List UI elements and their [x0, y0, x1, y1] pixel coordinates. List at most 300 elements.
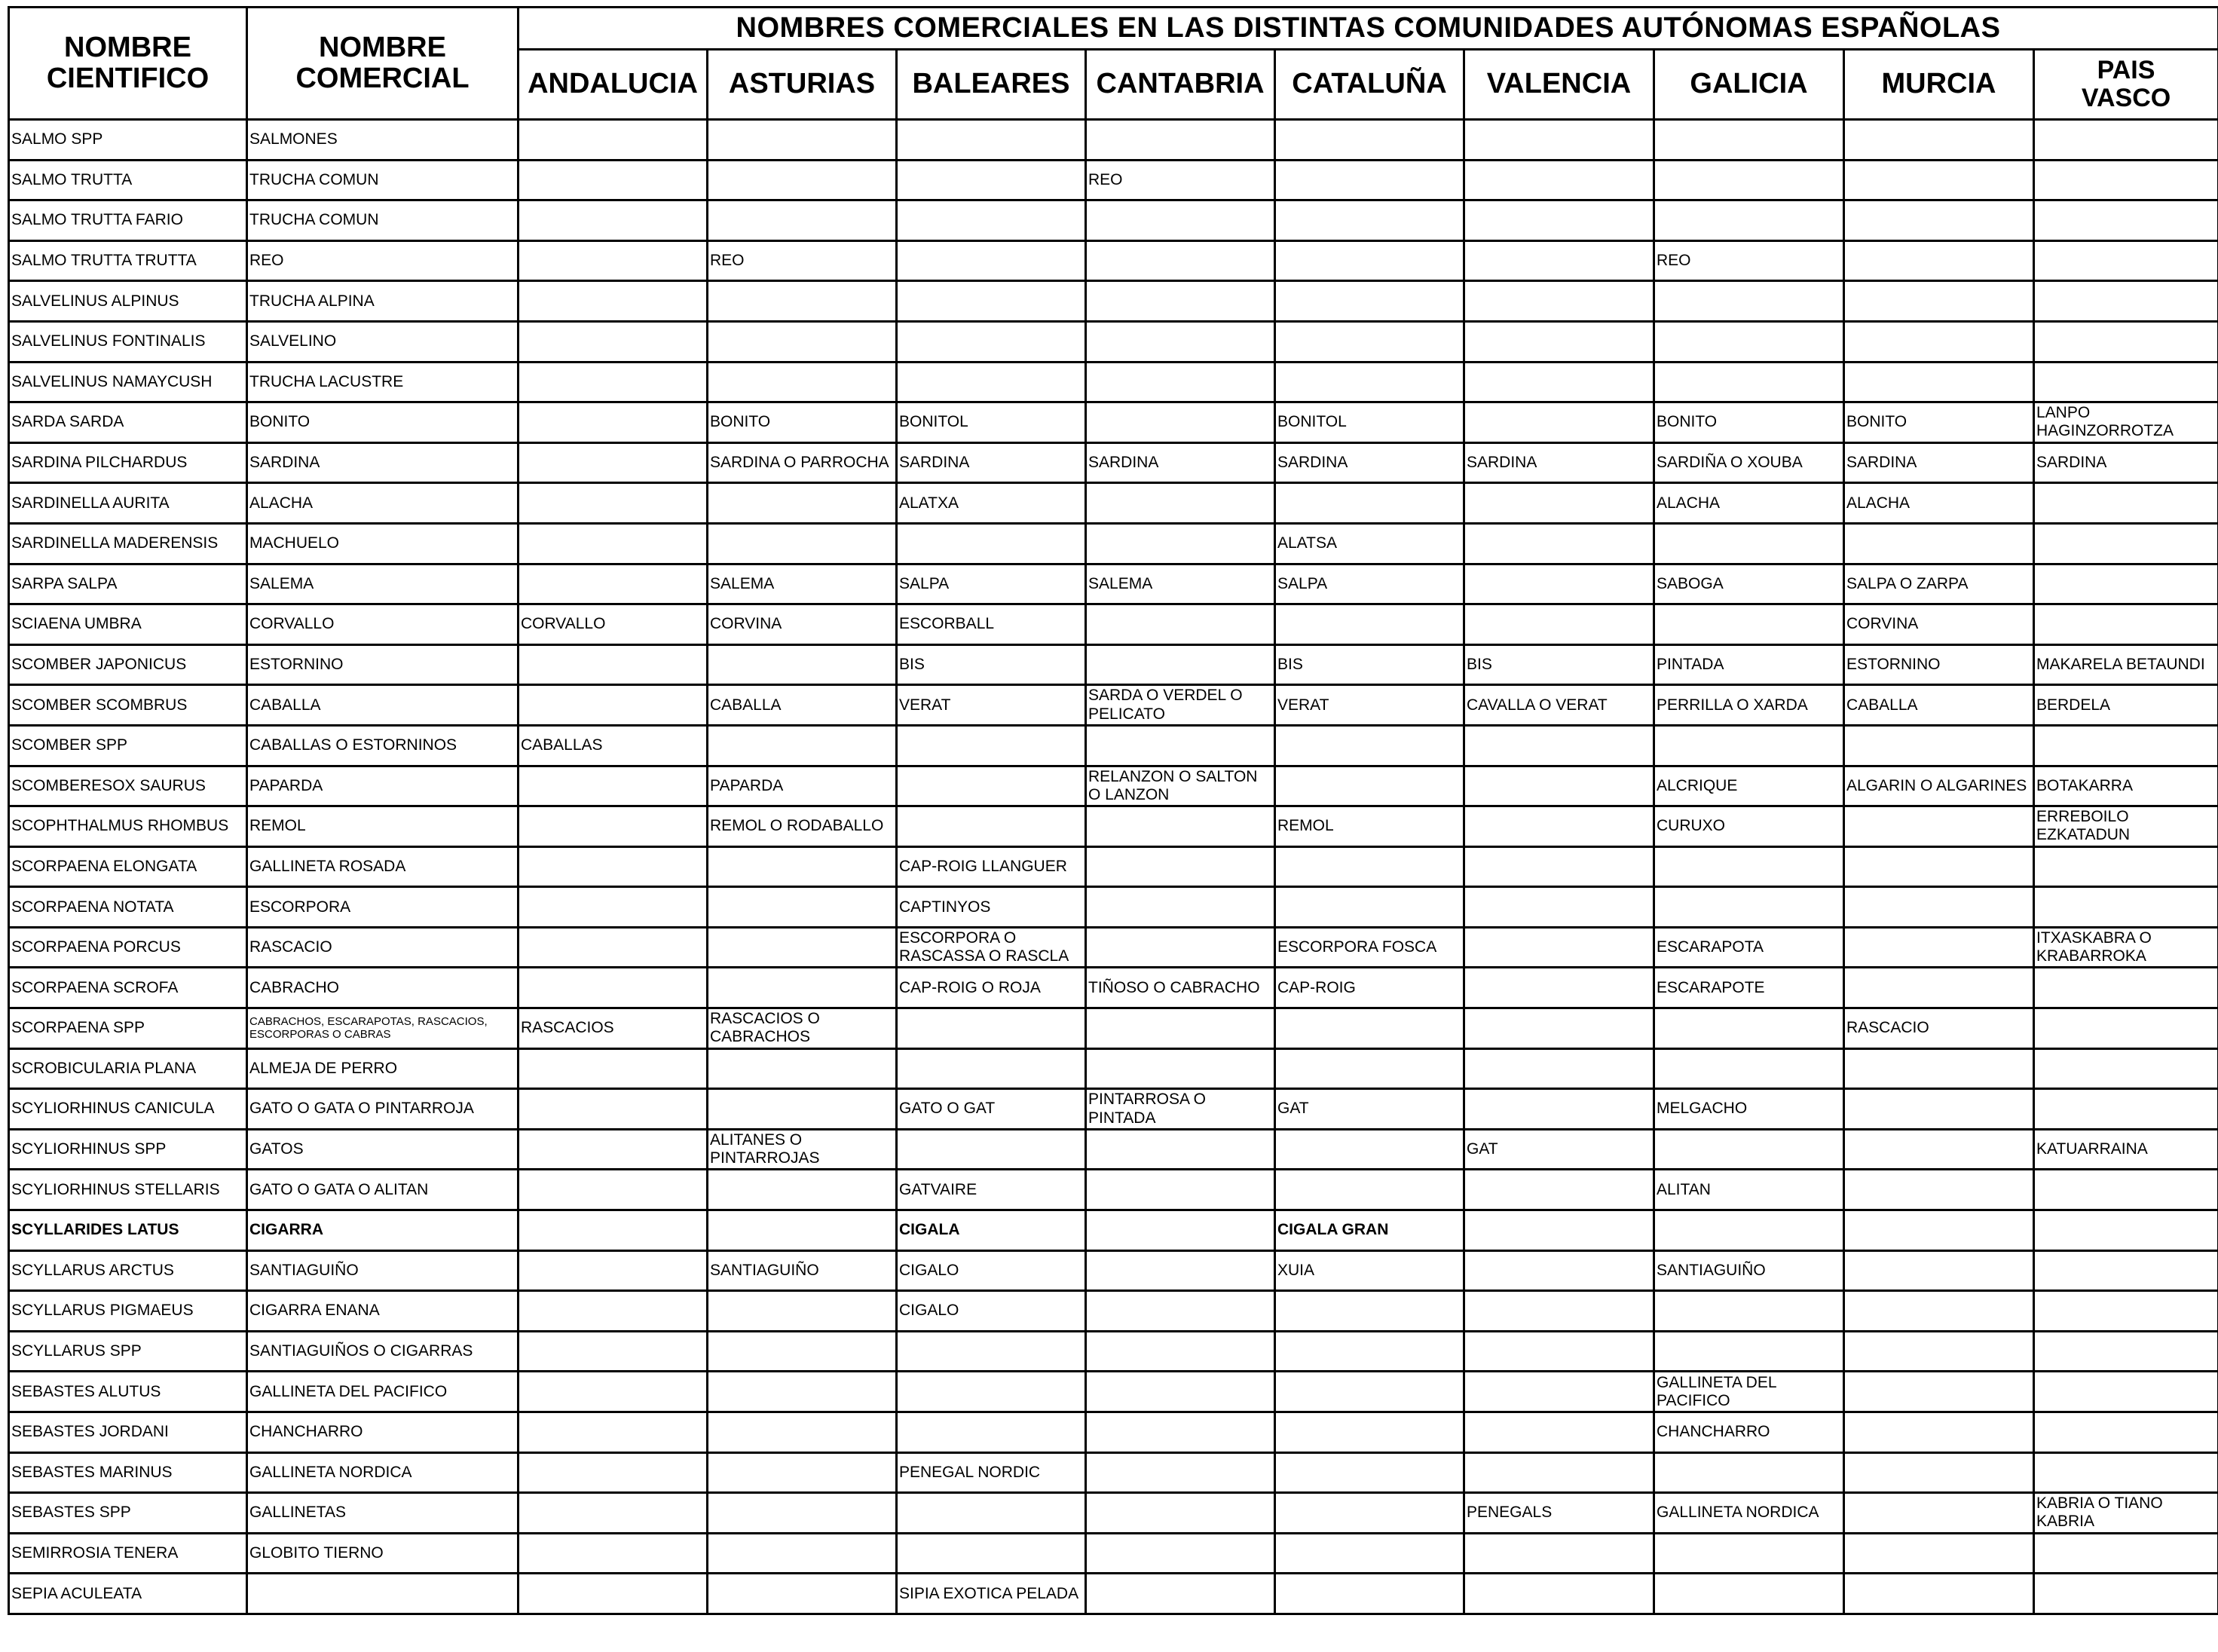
cell-commercial-name: TRUCHA LACUSTRE — [247, 362, 519, 402]
cell-valencia — [1464, 1291, 1654, 1332]
table-row — [9, 1574, 2218, 1614]
cell-asturias — [708, 200, 897, 241]
table-row — [9, 1533, 2218, 1574]
cell-scientific-name: SCORPAENA ELONGATA — [9, 846, 247, 887]
table-row — [9, 1331, 2218, 1372]
cell-baleares: ESCORPORA O RASCASSA O RASCLA — [897, 927, 1086, 968]
cell-pais-vasco — [2034, 1452, 2218, 1493]
cell-andalucia — [519, 887, 708, 928]
cell-galicia — [1654, 1210, 1844, 1251]
cell-asturias: CABALLA — [708, 685, 897, 726]
cell-cataluna — [1275, 846, 1464, 887]
table-row — [9, 1372, 2218, 1412]
cell-cataluna — [1275, 1331, 1464, 1372]
cell-murcia — [1844, 1372, 2034, 1412]
cell-cantabria — [1086, 1412, 1275, 1453]
cell-pais-vasco — [2034, 1170, 2218, 1210]
cell-andalucia — [519, 1412, 708, 1453]
cell-cantabria: SARDA O VERDEL O PELICATO — [1086, 685, 1275, 726]
cell-valencia — [1464, 1250, 1654, 1291]
cell-pais-vasco — [2034, 120, 2218, 161]
cell-galicia: ALCRIQUE — [1654, 766, 1844, 806]
cell-asturias — [708, 1170, 897, 1210]
table-row — [9, 523, 2218, 564]
cell-commercial-name: SALEMA — [247, 564, 519, 604]
cell-pais-vasco — [2034, 1412, 2218, 1453]
cell-cataluna: SARDINA — [1275, 442, 1464, 483]
cell-valencia — [1464, 1452, 1654, 1493]
cell-valencia — [1464, 200, 1654, 241]
cell-galicia — [1654, 1008, 1844, 1049]
cell-murcia — [1844, 1574, 2034, 1614]
cell-scientific-name: SCOMBER SCOMBRUS — [9, 685, 247, 726]
cell-baleares: ALATXA — [897, 483, 1086, 524]
cell-murcia — [1844, 1331, 2034, 1372]
cell-cantabria — [1086, 725, 1275, 766]
cell-galicia: GALLINETA NORDICA — [1654, 1493, 1844, 1534]
cell-scientific-name: SARDINA PILCHARDUS — [9, 442, 247, 483]
header-region-murcia: MURCIA — [1844, 50, 2034, 120]
header-region-pais-vasco: PAIS VASCO — [2034, 50, 2218, 120]
cell-murcia — [1844, 1089, 2034, 1130]
cell-murcia — [1844, 1170, 2034, 1210]
cell-cantabria — [1086, 1574, 1275, 1614]
cell-scientific-name: SCYLLARUS PIGMAEUS — [9, 1291, 247, 1332]
cell-baleares: SIPIA EXOTICA PELADA — [897, 1574, 1086, 1614]
cell-asturias — [708, 523, 897, 564]
cell-commercial-name: GATO O GATA O PINTARROJA — [247, 1089, 519, 1130]
cell-andalucia — [519, 846, 708, 887]
table-body — [9, 120, 2218, 1614]
cell-cantabria — [1086, 1210, 1275, 1251]
cell-asturias: SANTIAGUIÑO — [708, 1250, 897, 1291]
cell-commercial-name: RASCACIO — [247, 927, 519, 968]
cell-asturias — [708, 1533, 897, 1574]
table-row — [9, 644, 2218, 685]
cell-scientific-name: SCIAENA UMBRA — [9, 604, 247, 645]
cell-murcia — [1844, 200, 2034, 241]
cell-pais-vasco — [2034, 1250, 2218, 1291]
cell-cataluna — [1275, 1452, 1464, 1493]
header-region-cantabria: CANTABRIA — [1086, 50, 1275, 120]
cell-commercial-name: CIGARRA ENANA — [247, 1291, 519, 1332]
cell-andalucia — [519, 240, 708, 281]
cell-baleares: BIS — [897, 644, 1086, 685]
cell-asturias — [708, 321, 897, 362]
cell-pais-vasco — [2034, 240, 2218, 281]
cell-scientific-name: SCOMBER SPP — [9, 725, 247, 766]
cell-andalucia: RASCACIOS — [519, 1008, 708, 1049]
cell-scientific-name: SCROBICULARIA PLANA — [9, 1048, 247, 1089]
cell-commercial-name: CABALLA — [247, 685, 519, 726]
cell-galicia — [1654, 523, 1844, 564]
table-row — [9, 604, 2218, 645]
cell-galicia: ESCARAPOTE — [1654, 968, 1844, 1008]
cell-cantabria — [1086, 1372, 1275, 1412]
cell-asturias — [708, 1574, 897, 1614]
cell-asturias — [708, 1452, 897, 1493]
cell-andalucia — [519, 200, 708, 241]
cell-cataluna — [1275, 1048, 1464, 1089]
cell-cataluna — [1275, 887, 1464, 928]
cell-andalucia — [519, 362, 708, 402]
cell-scientific-name: SEBASTES MARINUS — [9, 1452, 247, 1493]
cell-baleares — [897, 1048, 1086, 1089]
cell-murcia — [1844, 887, 2034, 928]
cell-cantabria — [1086, 1452, 1275, 1493]
table-row — [9, 483, 2218, 524]
cell-commercial-name: GATOS — [247, 1129, 519, 1170]
cell-scientific-name: SEBASTES ALUTUS — [9, 1372, 247, 1412]
cell-galicia: CHANCHARRO — [1654, 1412, 1844, 1453]
cell-valencia — [1464, 240, 1654, 281]
cell-scientific-name: SCYLIORHINUS CANICULA — [9, 1089, 247, 1130]
cell-cataluna: GAT — [1275, 1089, 1464, 1130]
cell-commercial-name: BONITO — [247, 402, 519, 443]
header-region-andalucia: ANDALUCIA — [519, 50, 708, 120]
cell-andalucia — [519, 402, 708, 443]
cell-asturias — [708, 968, 897, 1008]
cell-commercial-name: GALLINETAS — [247, 1493, 519, 1534]
cell-cataluna — [1275, 604, 1464, 645]
cell-baleares: GATVAIRE — [897, 1170, 1086, 1210]
cell-pais-vasco: BERDELA — [2034, 685, 2218, 726]
cell-asturias — [708, 281, 897, 322]
cell-commercial-name: SALMONES — [247, 120, 519, 161]
cell-scientific-name: SALMO TRUTTA FARIO — [9, 200, 247, 241]
table-row — [9, 564, 2218, 604]
table-row — [9, 685, 2218, 726]
cell-cantabria — [1086, 362, 1275, 402]
cell-scientific-name: SCYLLARIDES LATUS — [9, 1210, 247, 1251]
cell-cantabria — [1086, 846, 1275, 887]
cell-andalucia — [519, 1170, 708, 1210]
cell-cataluna — [1275, 200, 1464, 241]
cell-asturias — [708, 483, 897, 524]
cell-valencia — [1464, 1170, 1654, 1210]
table-row — [9, 766, 2218, 806]
cell-galicia: SARDIÑA O XOUBA — [1654, 442, 1844, 483]
table-row — [9, 1493, 2218, 1534]
cell-commercial-name: SANTIAGUIÑO — [247, 1250, 519, 1291]
table-row — [9, 1412, 2218, 1453]
cell-baleares: VERAT — [897, 685, 1086, 726]
cell-commercial-name: PAPARDA — [247, 766, 519, 806]
cell-cantabria — [1086, 887, 1275, 928]
cell-commercial-name: TRUCHA ALPINA — [247, 281, 519, 322]
cell-commercial-name: GALLINETA DEL PACIFICO — [247, 1372, 519, 1412]
cell-commercial-name: SARDINA — [247, 442, 519, 483]
cell-cantabria — [1086, 1008, 1275, 1049]
cell-valencia — [1464, 120, 1654, 161]
table-row — [9, 362, 2218, 402]
table-row — [9, 240, 2218, 281]
cell-cataluna — [1275, 766, 1464, 806]
cell-cantabria — [1086, 1129, 1275, 1170]
cell-cantabria — [1086, 1493, 1275, 1534]
cell-commercial-name: REMOL — [247, 806, 519, 847]
cell-cantabria: REO — [1086, 160, 1275, 200]
cell-galicia — [1654, 1048, 1844, 1089]
cell-baleares: BONITOL — [897, 402, 1086, 443]
table-row — [9, 1250, 2218, 1291]
cell-pais-vasco — [2034, 1089, 2218, 1130]
cell-commercial-name: CORVALLO — [247, 604, 519, 645]
cell-murcia — [1844, 1291, 2034, 1332]
cell-pais-vasco — [2034, 887, 2218, 928]
cell-pais-vasco — [2034, 725, 2218, 766]
cell-asturias — [708, 1089, 897, 1130]
cell-scientific-name: SALVELINUS NAMAYCUSH — [9, 362, 247, 402]
cell-pais-vasco — [2034, 1291, 2218, 1332]
table-row — [9, 725, 2218, 766]
cell-cataluna — [1275, 1170, 1464, 1210]
cell-pais-vasco — [2034, 1008, 2218, 1049]
cell-asturias — [708, 927, 897, 968]
cell-baleares — [897, 1129, 1086, 1170]
cell-scientific-name: SCORPAENA NOTATA — [9, 887, 247, 928]
cell-scientific-name: SCOMBER JAPONICUS — [9, 644, 247, 685]
cell-valencia — [1464, 1210, 1654, 1251]
cell-asturias — [708, 120, 897, 161]
cell-murcia: SARDINA — [1844, 442, 2034, 483]
cell-cantabria — [1086, 1048, 1275, 1089]
cell-cataluna — [1275, 1533, 1464, 1574]
cell-valencia — [1464, 1008, 1654, 1049]
cell-valencia — [1464, 1533, 1654, 1574]
cell-cataluna — [1275, 725, 1464, 766]
cell-baleares: CIGALO — [897, 1291, 1086, 1332]
cell-galicia: PINTADA — [1654, 644, 1844, 685]
cell-baleares: CAP-ROIG LLANGUER — [897, 846, 1086, 887]
cell-pais-vasco: LANPO HAGINZORROTZA — [2034, 402, 2218, 443]
cell-galicia: PERRILLA O XARDA — [1654, 685, 1844, 726]
cell-commercial-name: ESTORNINO — [247, 644, 519, 685]
cell-galicia: GALLINETA DEL PACIFICO — [1654, 1372, 1844, 1412]
cell-commercial-name: CIGARRA — [247, 1210, 519, 1251]
cell-andalucia — [519, 1493, 708, 1534]
cell-galicia — [1654, 200, 1844, 241]
cell-andalucia — [519, 1048, 708, 1089]
cell-murcia — [1844, 1412, 2034, 1453]
cell-andalucia: CORVALLO — [519, 604, 708, 645]
cell-cantabria: SALEMA — [1086, 564, 1275, 604]
cell-pais-vasco: KATUARRAINA — [2034, 1129, 2218, 1170]
cell-valencia — [1464, 1048, 1654, 1089]
cell-cantabria — [1086, 200, 1275, 241]
cell-murcia — [1844, 1210, 2034, 1251]
table-header — [9, 8, 2218, 120]
cell-scientific-name: SCORPAENA PORCUS — [9, 927, 247, 968]
cell-commercial-name: REO — [247, 240, 519, 281]
cell-valencia — [1464, 1412, 1654, 1453]
cell-galicia: SABOGA — [1654, 564, 1844, 604]
table-row — [9, 1452, 2218, 1493]
cell-cantabria — [1086, 120, 1275, 161]
header-regions-group-title: NOMBRES COMERCIALES EN LAS DISTINTAS COMUNIDADES AUTÓNOMAS ESPAÑOLAS — [519, 8, 2218, 50]
cell-pais-vasco — [2034, 604, 2218, 645]
cell-pais-vasco — [2034, 1210, 2218, 1251]
table-row — [9, 281, 2218, 322]
cell-cataluna — [1275, 483, 1464, 524]
cell-baleares — [897, 523, 1086, 564]
cell-pais-vasco — [2034, 1574, 2218, 1614]
cell-galicia — [1654, 1533, 1844, 1574]
table-row — [9, 1170, 2218, 1210]
cell-andalucia — [519, 1372, 708, 1412]
cell-andalucia — [519, 1574, 708, 1614]
cell-commercial-name: ALMEJA DE PERRO — [247, 1048, 519, 1089]
cell-cataluna — [1275, 362, 1464, 402]
cell-cataluna: ESCORPORA FOSCA — [1275, 927, 1464, 968]
cell-valencia: GAT — [1464, 1129, 1654, 1170]
cell-baleares — [897, 1533, 1086, 1574]
cell-scientific-name: SARDA SARDA — [9, 402, 247, 443]
cell-baleares — [897, 362, 1086, 402]
cell-pais-vasco — [2034, 1533, 2218, 1574]
cell-pais-vasco — [2034, 1372, 2218, 1412]
cell-cataluna: BONITOL — [1275, 402, 1464, 443]
cell-asturias — [708, 887, 897, 928]
header-scientific-name: NOMBRE CIENTIFICO — [9, 8, 247, 120]
header-region-baleares: BALEARES — [897, 50, 1086, 120]
cell-pais-vasco — [2034, 321, 2218, 362]
cell-galicia — [1654, 846, 1844, 887]
cell-cantabria: TIÑOSO O CABRACHO — [1086, 968, 1275, 1008]
cell-andalucia — [519, 1331, 708, 1372]
cell-scientific-name: SALMO TRUTTA TRUTTA — [9, 240, 247, 281]
cell-galicia — [1654, 725, 1844, 766]
cell-cantabria — [1086, 1533, 1275, 1574]
cell-baleares — [897, 240, 1086, 281]
cell-asturias: SALEMA — [708, 564, 897, 604]
cell-galicia — [1654, 1452, 1844, 1493]
cell-commercial-name: ALACHA — [247, 483, 519, 524]
cell-andalucia — [519, 806, 708, 847]
cell-andalucia — [519, 927, 708, 968]
cell-galicia: CURUXO — [1654, 806, 1844, 847]
table-row — [9, 120, 2218, 161]
cell-andalucia — [519, 685, 708, 726]
cell-valencia — [1464, 927, 1654, 968]
cell-murcia: CORVINA — [1844, 604, 2034, 645]
cell-pais-vasco — [2034, 968, 2218, 1008]
cell-scientific-name: SCOMBERESOX SAURUS — [9, 766, 247, 806]
cell-galicia — [1654, 281, 1844, 322]
cell-commercial-name — [247, 1574, 519, 1614]
cell-murcia: CABALLA — [1844, 685, 2034, 726]
cell-pais-vasco — [2034, 1331, 2218, 1372]
cell-murcia — [1844, 968, 2034, 1008]
cell-murcia — [1844, 1250, 2034, 1291]
cell-scientific-name: SCYLIORHINUS SPP — [9, 1129, 247, 1170]
cell-valencia — [1464, 321, 1654, 362]
cell-baleares: SARDINA — [897, 442, 1086, 483]
table-row — [9, 1210, 2218, 1251]
table-row — [9, 927, 2218, 968]
cell-andalucia — [519, 1291, 708, 1332]
cell-asturias: ALITANES O PINTARROJAS — [708, 1129, 897, 1170]
cell-asturias: PAPARDA — [708, 766, 897, 806]
cell-cataluna — [1275, 281, 1464, 322]
cell-valencia — [1464, 160, 1654, 200]
header-region-asturias: ASTURIAS — [708, 50, 897, 120]
cell-andalucia — [519, 442, 708, 483]
cell-cantabria — [1086, 1170, 1275, 1210]
cell-scientific-name: SCYLIORHINUS STELLARIS — [9, 1170, 247, 1210]
cell-baleares — [897, 766, 1086, 806]
cell-cantabria — [1086, 927, 1275, 968]
cell-murcia — [1844, 362, 2034, 402]
cell-cataluna — [1275, 321, 1464, 362]
cell-galicia — [1654, 321, 1844, 362]
cell-asturias — [708, 1291, 897, 1332]
cell-commercial-name: SANTIAGUIÑOS O CIGARRAS — [247, 1331, 519, 1372]
cell-asturias — [708, 362, 897, 402]
cell-baleares: ESCORBALL — [897, 604, 1086, 645]
table-row — [9, 1008, 2218, 1049]
cell-pais-vasco: SARDINA — [2034, 442, 2218, 483]
cell-commercial-name: GALLINETA ROSADA — [247, 846, 519, 887]
table-row — [9, 402, 2218, 443]
cell-cataluna: SALPA — [1275, 564, 1464, 604]
cell-asturias: REO — [708, 240, 897, 281]
cell-cantabria — [1086, 483, 1275, 524]
cell-galicia — [1654, 1291, 1844, 1332]
cell-scientific-name: SALVELINUS ALPINUS — [9, 281, 247, 322]
cell-cantabria — [1086, 402, 1275, 443]
cell-scientific-name: SEBASTES JORDANI — [9, 1412, 247, 1453]
cell-cataluna — [1275, 160, 1464, 200]
cell-asturias — [708, 1210, 897, 1251]
cell-cantabria: SARDINA — [1086, 442, 1275, 483]
cell-cantabria — [1086, 604, 1275, 645]
cell-asturias: BONITO — [708, 402, 897, 443]
cell-asturias — [708, 1372, 897, 1412]
cell-asturias — [708, 1493, 897, 1534]
cell-murcia: RASCACIO — [1844, 1008, 2034, 1049]
cell-cataluna — [1275, 1291, 1464, 1332]
cell-cantabria — [1086, 1250, 1275, 1291]
cell-cantabria — [1086, 1291, 1275, 1332]
cell-andalucia — [519, 1533, 708, 1574]
cell-valencia — [1464, 766, 1654, 806]
cell-andalucia — [519, 523, 708, 564]
table-row — [9, 968, 2218, 1008]
cell-scientific-name: SARDINELLA AURITA — [9, 483, 247, 524]
cell-cataluna — [1275, 1574, 1464, 1614]
cell-baleares: CIGALO — [897, 1250, 1086, 1291]
cell-baleares — [897, 1008, 1086, 1049]
cell-cataluna — [1275, 1129, 1464, 1170]
cell-valencia — [1464, 604, 1654, 645]
cell-baleares: SALPA — [897, 564, 1086, 604]
cell-asturias — [708, 1412, 897, 1453]
cell-cataluna: BIS — [1275, 644, 1464, 685]
cell-baleares — [897, 200, 1086, 241]
cell-valencia: BIS — [1464, 644, 1654, 685]
cell-murcia — [1844, 281, 2034, 322]
cell-murcia — [1844, 523, 2034, 564]
cell-galicia — [1654, 1331, 1844, 1372]
cell-asturias: CORVINA — [708, 604, 897, 645]
cell-valencia — [1464, 725, 1654, 766]
cell-andalucia — [519, 968, 708, 1008]
cell-asturias — [708, 1331, 897, 1372]
cell-cantabria: RELANZON O SALTON O LANZON — [1086, 766, 1275, 806]
cell-scientific-name: SALVELINUS FONTINALIS — [9, 321, 247, 362]
cell-cantabria — [1086, 644, 1275, 685]
